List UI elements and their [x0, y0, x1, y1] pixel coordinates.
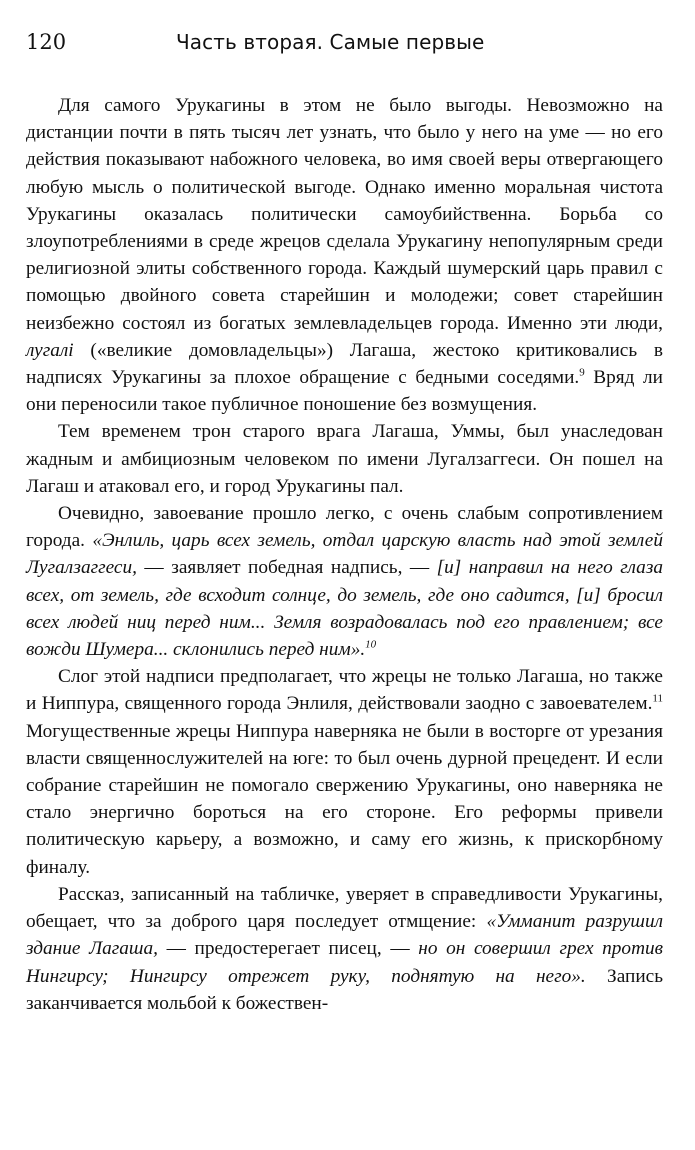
italic-text: но он совершил грех против Нингирсу; Нингирсу отрежет руку, поднятую на него».	[26, 938, 664, 987]
text-run: Запись заканчивается мольбой к божествен-	[26, 965, 663, 1014]
footnote-ref: 9	[579, 366, 585, 379]
page-number: 120	[26, 30, 67, 54]
paragraph	[26, 881, 663, 1017]
text-run: Очевидно, завоевание прошло легко, с очень слабым сопротивлением города.	[26, 503, 663, 552]
italic-text: [и] направил на него глаза всех, от земель, где всходит солнце, до земель, где оно садится, [и] бросил всех людей ниц перед ним... Земля возрадовалась под его правлением; все вожди Шумера... склонились перед ним».	[26, 557, 663, 661]
text-run: («великие домовладельцы») Лагаша, жестоко критиковались в надписях Урукагины за плохое обращение с бедными соседями.	[26, 339, 663, 389]
text-run: Могущественные жрецы Ниппура наверняка не были в восторге от урезания власти священнослужителей на юге: то был очень дурной прецедент. И если собрание старейшин не помогало свержению Урукагины, оно наверняка не стало энергично бороться на его стороне. Его реформы привели политическую карьеру, а возможно, и саму его жизнь, к прискорбному финалу.	[26, 720, 663, 878]
text-run: Вряд ли они переносили такое публичное поношение без возмущения.	[26, 367, 663, 416]
paragraph	[26, 418, 663, 500]
running-head: Часть вторая. Самые первые	[176, 30, 485, 54]
page-header	[26, 30, 663, 70]
paragraph	[26, 500, 663, 663]
italic-text: «Умманит разрушил здание Лагаша,	[26, 911, 663, 960]
footnote-ref: 10	[365, 638, 377, 651]
text-run: Слог этой надписи предполагает, что жрецы не только Лагаша, но также и Ниппура, священного города Энлиля, действовали заодно с завоевателем.	[26, 666, 663, 715]
italic-text: лугалі	[26, 339, 74, 361]
body-text	[26, 92, 663, 1017]
text-run: Для самого Урукагины в этом не было выгоды. Невозможно на дистанции почти в пять тысяч лет узнать, что было у него на уме — но его действия показывают набожного человека, во имя своей веры отвергающего любую мысль о политической выгоде. Однако именно моральная чистота Урукагины оказалась политически самоубийственна. Борьба со злоупотреблениями в среде жрецов сделала Урукагину непопулярным среди религиозной элиты собственного города. Каждый шумерский царь правил с помощью двойного совета старейшин и молодежи; совет старейшин неизбежно состоял из богатых землевладельцев города. Именно эти люди,	[26, 95, 663, 334]
text-run: — предостерегает писец, —	[157, 938, 419, 960]
paragraph	[26, 663, 663, 881]
text-run: Рассказ, записанный на табличке, уверяет в справедливости Урукагины, обещает, что за доброго царя последует отмщение:	[26, 883, 663, 933]
paragraph	[26, 92, 663, 418]
text-run: — заявляет победная надпись, —	[136, 557, 437, 579]
text-run: Тем временем трон старого врага Лагаша, Уммы, был унаследован жадным и амбициозным человеком по имени Лугалзаггеси. Он пошел на Лагаш и атаковал его, и город Урукагины пал.	[26, 421, 663, 497]
italic-text: «Энлиль, царь всех земель, отдал царскую власть над этой землей Лугалзаггеси,	[26, 530, 663, 579]
footnote-ref: 11	[652, 693, 663, 706]
